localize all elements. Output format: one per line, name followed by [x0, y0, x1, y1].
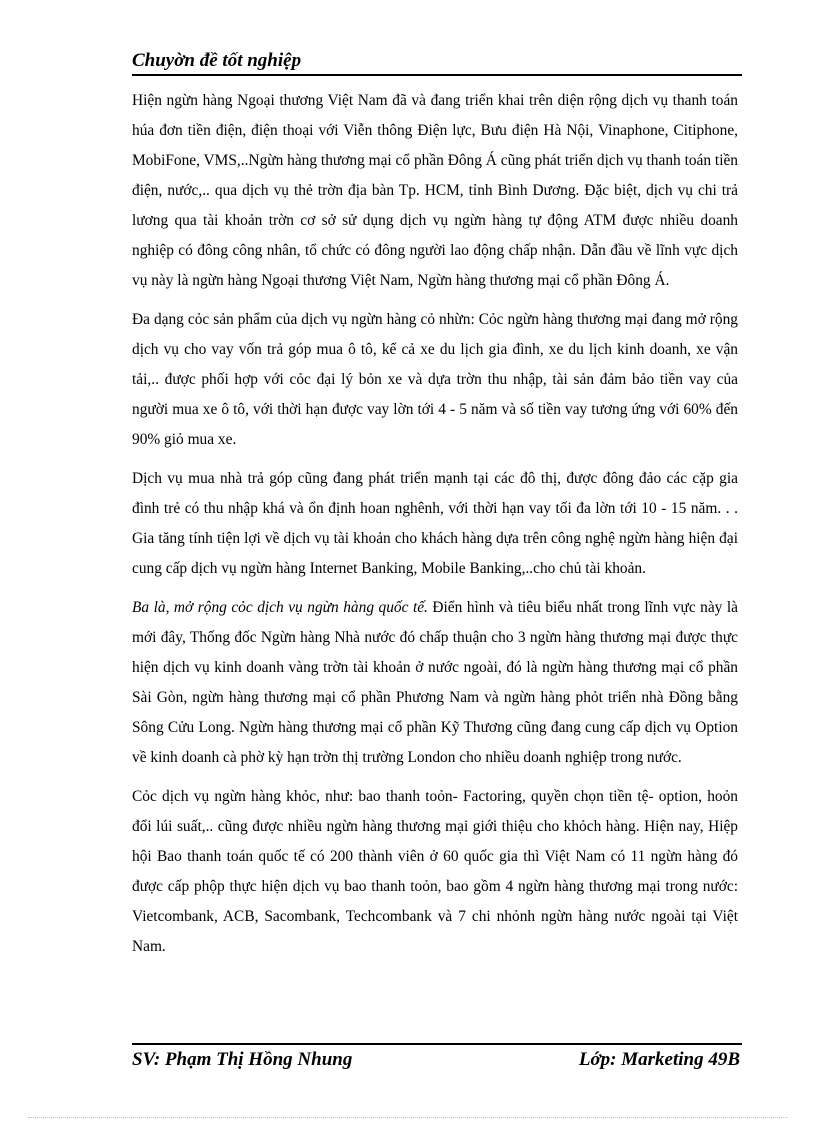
paragraph-4-lead: Ba là, mở rộng cỏc dịch vụ ngừn hàng quốc tế. [132, 599, 428, 616]
paragraph-4 [132, 593, 738, 773]
footer-divider [132, 1043, 742, 1045]
footer-student: SV: Phạm Thị Hồng Nhung [132, 1049, 353, 1070]
footer-class: Lớp: Marketing 49B [578, 1049, 740, 1070]
header-title: Chuyờn đề tốt nghiệp [132, 50, 302, 71]
body-text [132, 86, 738, 971]
page-edge-divider [28, 1117, 788, 1118]
paragraph-2: Đa dạng cỏc sản phẩm của dịch vụ ngừn hàng cỏ nhừn: Cỏc ngừn hàng thương mại đang mở rộng dịch vụ cho vay vốn trả góp mua ô tô, kể cả xe du lịch gia đình, xe du lịch kinh doanh, xe vận tải,.. được phối hợp với cỏc đại lý bỏn xe và dựa trờn thu nhập, tài sản đảm bảo tiền vay của người mua xe ô tô, với thời hạn được vay lờn tới 4 - 5 năm và số tiền vay tương ứng với 60% đến 90% giỏ mua xe. [132, 311, 738, 448]
paragraph-4-text: Điển hình và tiêu biểu nhất trong lĩnh vực này là mới đây, Thống đốc Ngừn hàng Nhà nước đó chấp thuận cho 3 ngừn hàng thương mại được thực hiện dịch vụ kinh doanh vàng trờn tài khoản ở nước ngoài, đó là ngừn hàng thương mại cổ phần Sài Gòn, ngừn hàng thương mại cổ phần Phương Nam và ngừn hàng phỏt triển nhà Đồng bằng Sông Cửu Long. Ngừn hàng thương mại cổ phần Kỹ Thương cũng đang cung cấp dịch vụ Option về kinh doanh cà phờ kỳ hạn trờn thị trường London cho nhiều doanh nghiệp trong nước. [132, 599, 738, 766]
paragraph-3: Dịch vụ mua nhà trả góp cũng đang phát triển mạnh tại các đô thị, được đông đảo các cặp gia đình trẻ có thu nhập khá và ổn định hoan nghênh, với thời hạn vay tối đa lờn tới 10 - 15 năm. . . Gia tăng tính tiện lợi về dịch vụ tài khoản cho khách hàng dựa trên công nghệ ngừn hàng hiện đại cung cấp dịch vụ ngừn hàng Internet Banking, Mobile Banking,..cho chủ tài khoản. [132, 470, 738, 577]
header-divider [132, 74, 742, 76]
paragraph-5: Cỏc dịch vụ ngừn hàng khỏc, như: bao thanh toỏn- Factoring, quyền chọn tiền tệ- option, hoỏn đổi lúi suất,.. cũng được nhiều ngừn hàng thương mại giới thiệu cho khỏch hàng. Hiện nay, Hiệp hội Bao thanh toán quốc tế có 200 thành viên ở 60 quốc gia thì Việt Nam có 11 ngừn hàng đó được cấp phộp thực hiện dịch vụ bao thanh toỏn, bao gồm 4 ngừn hàng thương mại trong nước: Vietcombank, ACB, Sacombank, Techcombank và 7 chi nhỏnh ngừn hàng nước ngoài tại Việt Nam. [132, 788, 738, 955]
paragraph-1: Hiện ngừn hàng Ngoại thương Việt Nam đã và đang triển khai trên diện rộng dịch vụ thanh toán húa đơn tiền điện, điện thoại với Viễn thông Điện lực, Bưu điện Hà Nội, Vinaphone, Citiphone, MobiFone, VMS,..Ngừn hàng thương mại cổ phần Đông Á cũng phát triển dịch vụ thanh toán tiền điện, nước,.. qua dịch vụ thẻ trờn địa bàn Tp. HCM, tỉnh Bình Dương. Đặc biệt, dịch vụ chi trả lương qua tài khoản trờn cơ sở sử dụng dịch vụ ngừn hàng tự động ATM được nhiều doanh nghiệp có đông công nhân, tổ chức có đông người lao động chấp nhận. Dẫn đầu về lĩnh vực dịch vụ này là ngừn hàng Ngoại thương Việt Nam, Ngừn hàng thương mại cổ phần Đông Á. [132, 92, 738, 289]
